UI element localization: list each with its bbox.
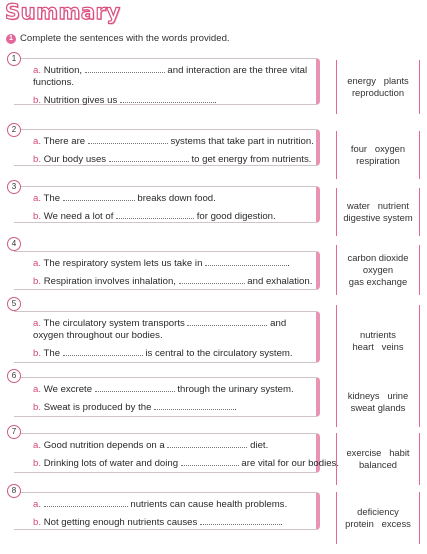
word-bank-line: respiration — [356, 155, 400, 166]
sentence-text: We excrete — [43, 384, 93, 395]
blank[interactable] — [63, 191, 135, 201]
sentence-text: breaks down food. — [137, 193, 216, 204]
word-bank-line: gas exchange — [348, 276, 408, 287]
blank[interactable] — [200, 515, 280, 525]
blank[interactable] — [116, 209, 194, 219]
instruction — [6, 33, 230, 44]
blank[interactable] — [181, 456, 239, 466]
word-bank-line: balanced — [358, 459, 398, 470]
exercise-number: 4 — [7, 237, 21, 251]
question-box — [14, 251, 320, 290]
word-bank-line: carbon dioxide — [347, 252, 409, 263]
sentence-text: is central to the circulatory system. — [145, 348, 293, 359]
sentence-a — [33, 63, 308, 89]
exercise-number: 2 — [7, 123, 21, 137]
sentence-text: The — [43, 193, 61, 204]
word-bank — [336, 305, 420, 377]
word-bank-line: four oxygen — [350, 143, 406, 154]
page-title: Summary — [5, 0, 121, 24]
sentence-text: Nutrition, — [43, 65, 83, 76]
blank[interactable] — [85, 63, 165, 73]
question-box — [14, 311, 320, 363]
blank[interactable] — [205, 256, 287, 266]
sentence-a — [33, 256, 308, 270]
sentence-text: . — [279, 517, 283, 528]
sentence-label: a. — [33, 440, 42, 451]
word-bank-line: kidneys urine — [347, 390, 409, 401]
exercise-number: 8 — [7, 484, 21, 498]
sentence-a — [33, 191, 308, 205]
sentence-label: a. — [33, 258, 42, 269]
sentence-b — [33, 93, 308, 107]
word-bank — [336, 131, 420, 179]
question-box — [14, 492, 320, 530]
word-bank-line: energy plants — [347, 75, 409, 86]
sentence-text: are vital for our bodies. — [241, 458, 340, 469]
sentence-b — [33, 400, 308, 414]
sentence-label: a. — [33, 318, 42, 329]
sentence-label: a. — [33, 136, 42, 147]
sentence-text: Our body uses — [43, 154, 107, 165]
exercise-number: 7 — [7, 425, 21, 439]
blank[interactable] — [187, 316, 267, 326]
sentence-b — [33, 274, 313, 288]
blank[interactable] — [167, 438, 247, 448]
sentence-label: a. — [33, 499, 42, 510]
sentence-label: b. — [33, 348, 42, 359]
word-bank-line: water nutrient — [346, 200, 409, 211]
question-box — [14, 129, 320, 166]
sentence-text: through the urinary system. — [177, 384, 294, 395]
sentence-text: The circulatory system transports — [43, 318, 185, 329]
sentence-label: b. — [33, 211, 42, 222]
sentence-b — [33, 346, 308, 360]
sentence-text: We need a lot of — [43, 211, 114, 222]
sentence-text: . — [213, 95, 217, 106]
instruction-text: Complete the sentences with the words provided. — [20, 33, 230, 44]
sentence-text: systems that take part in nutrition. — [170, 136, 314, 147]
word-bank-line: digestive system — [343, 212, 413, 223]
sentence-a — [33, 382, 308, 396]
sentence-text: and oxygen throughout our bodies. — [33, 318, 287, 341]
word-bank-line: sweat glands — [350, 402, 406, 413]
exercise-number: 6 — [7, 369, 21, 383]
sentence-label: b. — [33, 95, 42, 106]
exercise-number: 1 — [7, 52, 21, 66]
sentence-text: to get energy from nutrients. — [191, 154, 312, 165]
sentence-text: Drinking lots of water and doing — [43, 458, 179, 469]
exercise-number: 5 — [7, 297, 21, 311]
sentence-text: The — [43, 348, 61, 359]
sentence-text: for good digestion. — [196, 211, 276, 222]
sentence-a — [33, 438, 308, 452]
sentence-b — [33, 152, 312, 166]
word-bank-line: protein excess — [345, 518, 411, 529]
sentence-text: and exhalation. — [247, 276, 313, 287]
blank[interactable] — [63, 346, 143, 356]
sentence-a — [33, 497, 308, 511]
blank[interactable] — [154, 400, 234, 410]
word-bank-line: exercise habit — [346, 447, 410, 458]
sentence-text: and interaction are the three vital functions. — [33, 65, 308, 88]
sentence-label: b. — [33, 154, 42, 165]
sentence-label: b. — [33, 276, 42, 287]
sentence-text: Nutrition gives us — [43, 95, 118, 106]
sentence-text: nutrients can cause health problems. — [130, 499, 288, 510]
sentence-text: The respiratory system lets us take in — [43, 258, 203, 269]
word-bank — [336, 377, 420, 427]
sentence-text: diet. — [250, 440, 269, 451]
blank[interactable] — [44, 497, 128, 507]
question-box — [14, 186, 320, 223]
sentence-text: Sweat is produced by the — [43, 402, 152, 413]
sentence-label: b. — [33, 402, 42, 413]
blank[interactable] — [88, 134, 168, 144]
word-bank — [336, 60, 420, 114]
sentence-text: There are — [43, 136, 86, 147]
sentence-a — [33, 316, 308, 342]
word-bank-line: reproduction — [351, 87, 405, 98]
sentence-label: b. — [33, 458, 42, 469]
question-box — [14, 377, 320, 417]
blank[interactable] — [95, 382, 175, 392]
word-bank — [336, 492, 420, 544]
sentence-text: . — [287, 258, 290, 269]
sentence-b — [33, 456, 340, 470]
sentence-label: a. — [33, 193, 42, 204]
sentence-label: a. — [33, 65, 42, 76]
sentence-text: Good nutrition depends on a — [43, 440, 165, 451]
sentence-b — [33, 209, 308, 223]
sentence-text: Not getting enough nutrients causes — [43, 517, 198, 528]
word-bank-line: deficiency — [357, 506, 399, 517]
word-bank — [336, 188, 420, 236]
sentence-label: a. — [33, 384, 42, 395]
question-box — [14, 58, 320, 105]
word-bank — [336, 433, 420, 485]
sentence-a — [33, 134, 314, 148]
word-bank-line: heart veins — [352, 341, 404, 352]
instruction-number-badge: 1 — [6, 34, 16, 44]
sentence-text: . — [234, 402, 237, 413]
blank[interactable] — [109, 152, 189, 162]
word-bank-line: oxygen — [362, 264, 394, 275]
question-box — [14, 433, 340, 473]
word-bank — [336, 245, 420, 295]
sentence-b — [33, 515, 308, 529]
blank[interactable] — [179, 274, 245, 284]
exercise-number: 3 — [7, 180, 21, 194]
blank[interactable] — [120, 93, 214, 103]
word-bank-line: nutrients — [360, 329, 396, 340]
sentence-label: b. — [33, 517, 42, 528]
sentence-text: Respiration involves inhalation, — [43, 276, 176, 287]
